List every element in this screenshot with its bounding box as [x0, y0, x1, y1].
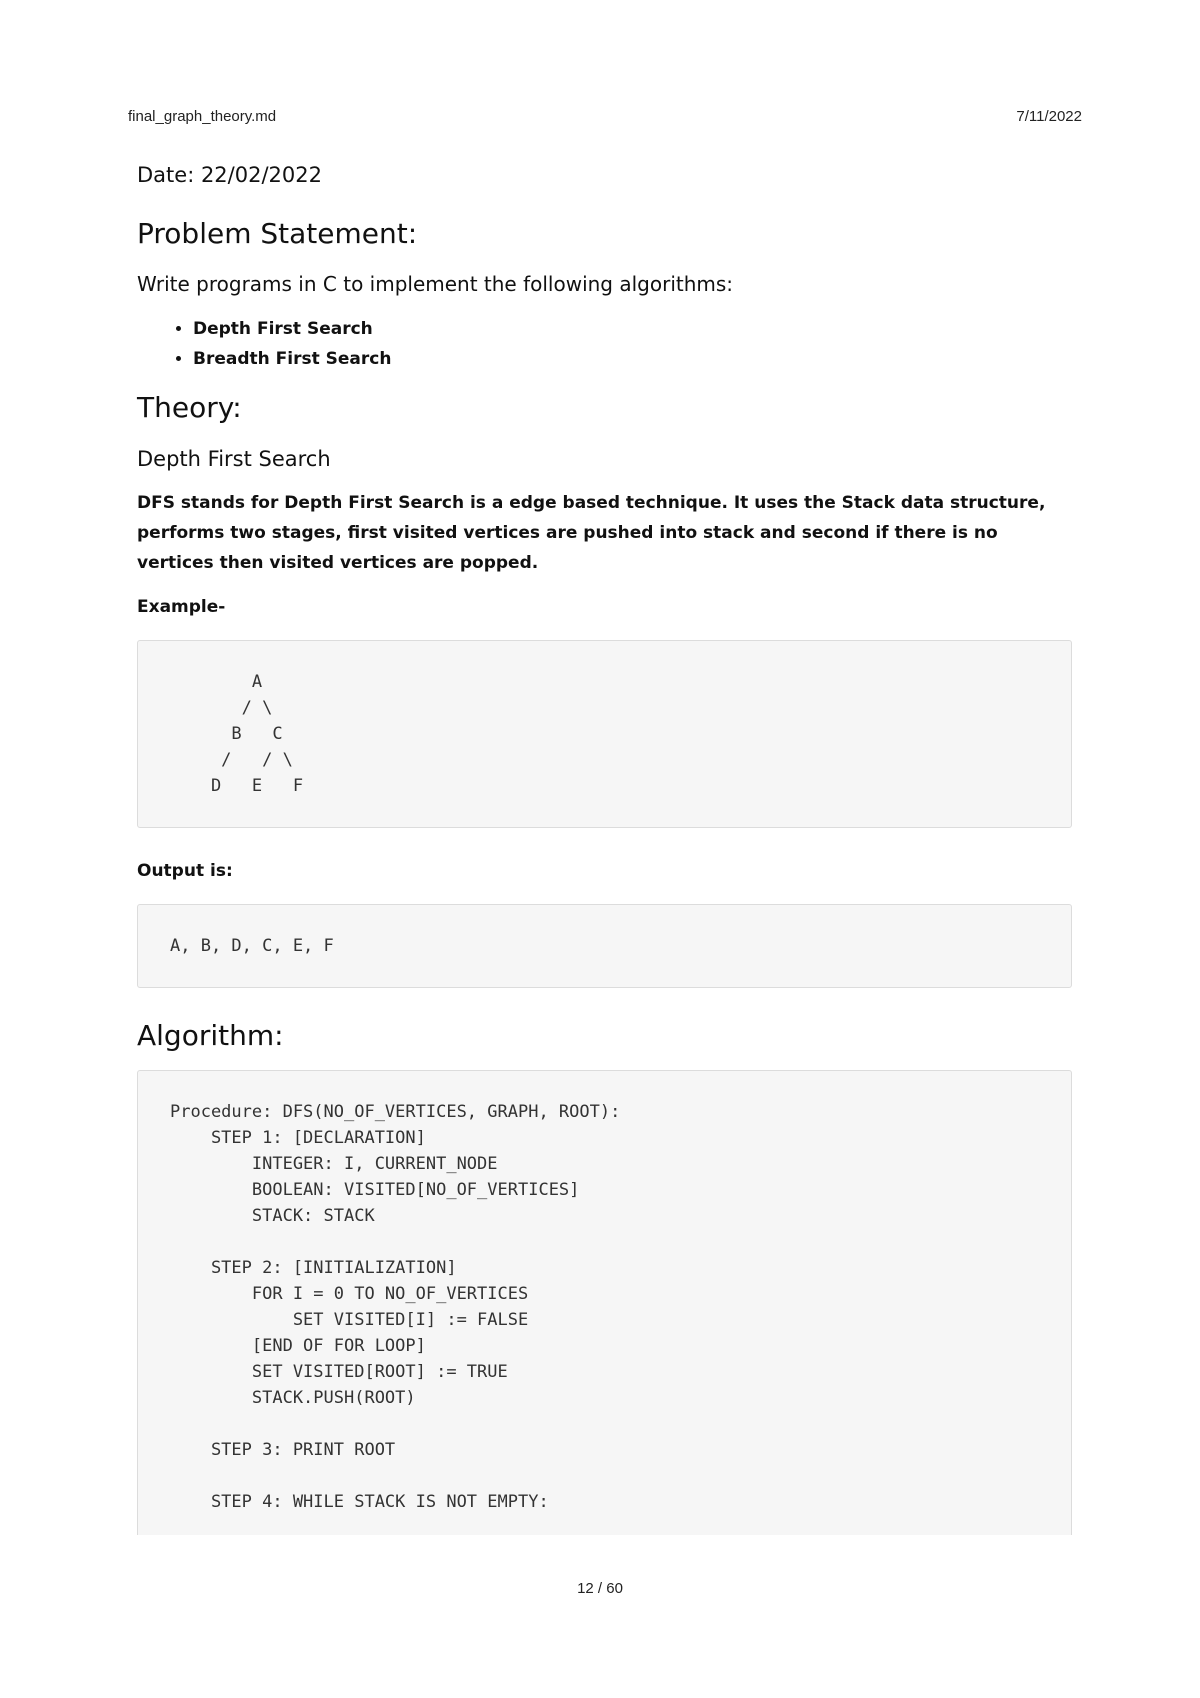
example-code-block: A / \ B C / / \ D E F: [137, 640, 1072, 828]
algorithm-code-block: Procedure: DFS(NO_OF_VERTICES, GRAPH, ROOT): STEP 1: [DECLARATION] INTEGER: I, CURRENT_NODE BOOLEAN: VISITED[NO_OF_VERTICES] STACK: STACK STEP 2: [INITIALIZATION] FOR I = 0 TO NO_OF_VERTICES SET VISITED[I] := FALSE [END OF FOR LOOP] SET VISITED[ROOT] := TRUE STACK.PUSH(ROOT) STEP 3: PRINT ROOT STEP 4: WHILE STACK IS NOT EMPTY:: [137, 1070, 1072, 1535]
dfs-description: DFS stands for Depth First Search is a edge based technique. It uses the Stack data structure, performs two stages, first visited vertices are pushed into stack and second if there is no vertices then visited vertices are popped.: [137, 493, 1046, 573]
algorithm-heading: Algorithm:: [137, 1019, 284, 1052]
list-item: • Depth First Search: [193, 314, 1072, 344]
problem-heading: Problem Statement:: [137, 217, 418, 250]
list-item: • Breadth First Search: [193, 344, 1072, 374]
output-code-block: A, B, D, C, E, F: [137, 904, 1072, 988]
header-date: 7/11/2022: [1016, 108, 1082, 125]
header-filename: final_graph_theory.md: [128, 108, 277, 125]
output-label: Output is:: [137, 861, 233, 881]
date-line: Date: 22/02/2022: [137, 163, 322, 187]
document-body: [137, 158, 1072, 1535]
example-label: Example-: [137, 597, 226, 617]
theory-heading: Theory:: [137, 391, 242, 424]
page-header: [128, 108, 1082, 125]
page-number: 12 / 60: [577, 1580, 623, 1597]
problem-intro: Write programs in C to implement the following algorithms:: [137, 272, 734, 296]
algorithm-list: [137, 314, 1072, 374]
algorithm-code-container: [137, 1070, 1072, 1535]
dfs-subheading: Depth First Search: [137, 447, 331, 471]
